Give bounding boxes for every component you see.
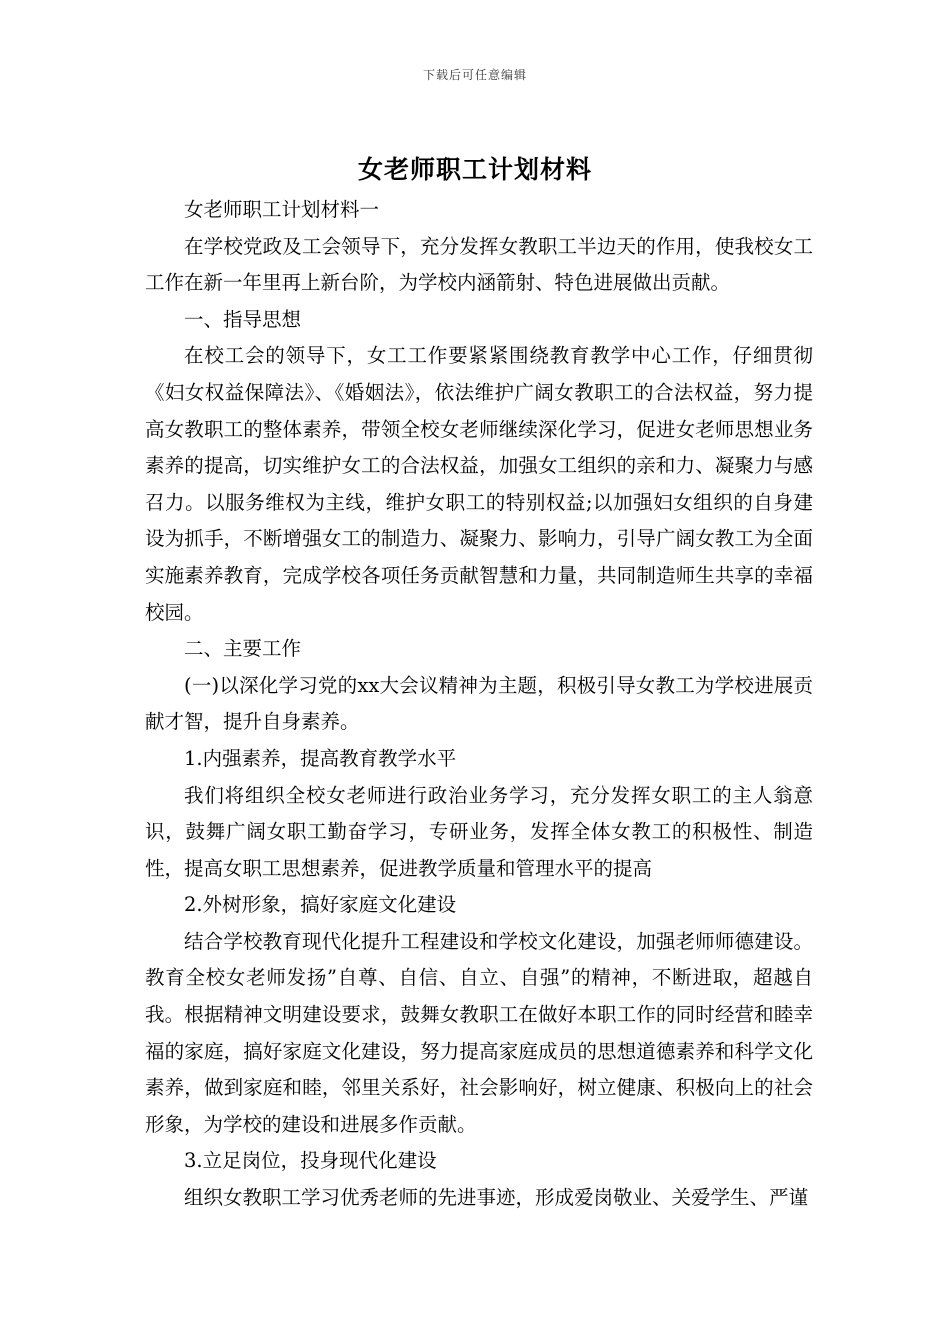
paragraph-intro: 在学校党政及工会领导下，充分发挥女教职工半边天的作用，使我校女工工作在新一年里再上新台阶，为学校内涵箭射、特色进展做出贡献。 [145,234,813,295]
subheading-3: 3.立足岗位，投身现代化建设 [184,1149,437,1173]
paragraph-subheading-2: 结合学校教育现代化提升工程建设和学校文化建设，加强老师师德建设。教育全校女老师发扬”自尊、自信、自立、自强”的精神，不断进取，超越自我。根据精神文明建设要求，鼓舞女教职工在做好本职工作的同时经营和睦幸福的家庭，搞好家庭文化建设，努力提高家庭成员的思想道德素养和科学文化素养，做到家庭和睦，邻里关系好，社会影响好，树立健康、积极向上的社会形象，为学校的建设和进展多作贡献。 [145,929,813,1136]
paragraph-subheading-3: 组织女教职工学习优秀老师的先进事迹，形成爱岗敬业、关爱学生、严谨 [184,1186,809,1210]
paragraph-main-work-1: (一)以深化学习党的xx大会议精神为主题，积极引导女教工为学校进展贡献才智，提升自身素养。 [145,673,813,734]
paragraph-subheading-1: 我们将组织全校女老师进行政治业务学习，充分发挥女职工的主人翁意识，鼓舞广阔女职工勤奋学习，专研业务，发挥全体女教工的积极性、制造性，提高女职工思想素养，促进教学质量和管理水平的提高 [145,783,813,880]
page-header-note: 下载后可任意编辑 [422,68,527,82]
document-title: 女老师职工计划材料 [357,155,592,184]
subheading-2: 2.外树形象，搞好家庭文化建设 [184,893,457,917]
document-body [145,192,813,1217]
paragraph-subtitle: 女老师职工计划材料一 [184,198,380,221]
subheading-1: 1.内强素养，提高教育教学水平 [184,746,457,770]
paragraph-guiding-thought: 在校工会的领导下，女工工作要紧紧围绕教育教学中心工作，仔细贯彻《妇女权益保障法》、《婚姻法》，依法维护广阔女教职工的合法权益，努力提高女教职工的整体素养，带领全校女老师继续深化学习，促进女老师思想业务素养的提高，切实维护女工的合法权益，加强女工组织的亲和力、凝聚力与感召力。以服务维权为主线，维护女职工的特别权益;以加强妇女组织的自身建设为抓手，不断增强女工的制造力、凝聚力、影响力，引导广阔女教工为全面实施素养教育，完成学校各项任务贡献智慧和力量，共同制造师生共享的幸福校园。 [145,344,813,624]
section-heading-main-work: 二、主要工作 [184,637,302,661]
section-heading-guiding-thought: 一、指导思想 [184,307,302,331]
